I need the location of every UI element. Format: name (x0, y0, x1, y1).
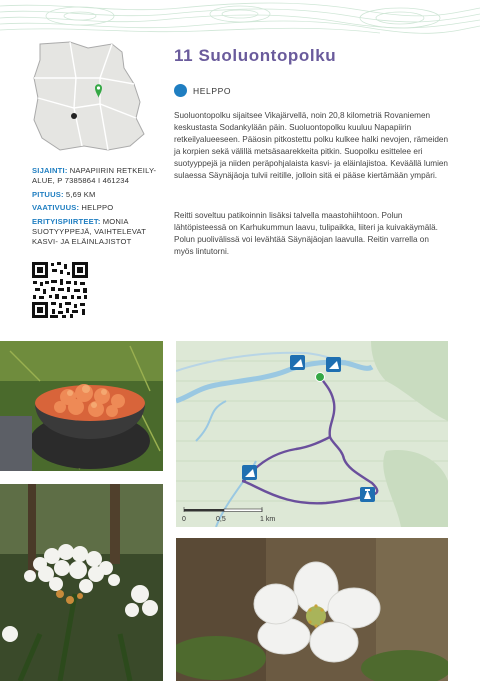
length-label: PITUUS: (32, 189, 64, 199)
location-value: NAPAPIIRIN RETKEILY-ALUE, P 7385864 I 461234 (32, 166, 157, 186)
difficulty-circle-icon (174, 84, 187, 97)
route-info (32, 166, 162, 251)
description-paragraph-2: Reitti soveltuu patikoinnin lisäksi talvella maastohiihtoon. Polun lähtöpisteessä on Karhukummun laavu, tulipaikka, liiteri ja kuivakäymälä. Polun puolivälissä voi levähtää Säynäjäojan laavulla. Reitin varrella on myös lintutorni. (174, 211, 438, 256)
features-label: ERITYISPIIRTEET: (32, 216, 101, 226)
difficulty-info-label: VAATIVUUS: (32, 203, 80, 213)
start-point (316, 373, 325, 382)
scale-label-1km: 1 km (260, 516, 276, 523)
location-dot (71, 113, 77, 119)
scale-label-0: 0 (182, 516, 186, 523)
description-paragraph-1: Suoluontopolku sijaitsee Vikajärvellä, noin 20,8 kilometriä Rovaniemen keskustasta Sodankylään päin. Suoluontopolku kuuluu Napapiirin retkeilyalueeseen. Pääosin pitkostettu polku kulkee halki nevojen, rämeiden ja korpien sekä välillä metsäsaarekkeita pitkin. Suopolku esittelee eri suotyyppejä ja niiden peräpohjalaista kasvi- ja eläinlajistoa. Keväällä lumien sulaessa Säynäjäoja tulvii reitille, jolloin sitä ei pääse kiertämään ympäri. (174, 111, 448, 180)
topographic-pattern (0, 0, 480, 34)
qr-code[interactable] (32, 262, 88, 318)
bird-tower-icon (360, 487, 375, 502)
cloudberry-flower-photo (176, 538, 448, 681)
features-value: MONIA SUOTYYPPEJÄ, VAIHTELEVAT KASVI- JA ELÄINLAJISTOT (32, 216, 146, 247)
shelter-icon (326, 357, 341, 372)
cloudberry-photo (0, 341, 163, 471)
region-locator-map (30, 38, 148, 156)
difficulty-info-value: HELPPO (81, 203, 114, 213)
length-value: 5,69 KM (65, 189, 96, 199)
shelter-icon (290, 355, 305, 370)
location-label: SIJAINTI: (32, 166, 68, 175)
difficulty-indicator (174, 84, 231, 97)
scale-label-half: 0,5 (216, 516, 226, 523)
labrador-tea-photo (0, 484, 163, 681)
trail-map (176, 341, 448, 527)
difficulty-label: HELPPO (193, 85, 232, 96)
route-title: 11 Suoluontopolku (174, 46, 337, 65)
shelter-icon (242, 465, 257, 480)
